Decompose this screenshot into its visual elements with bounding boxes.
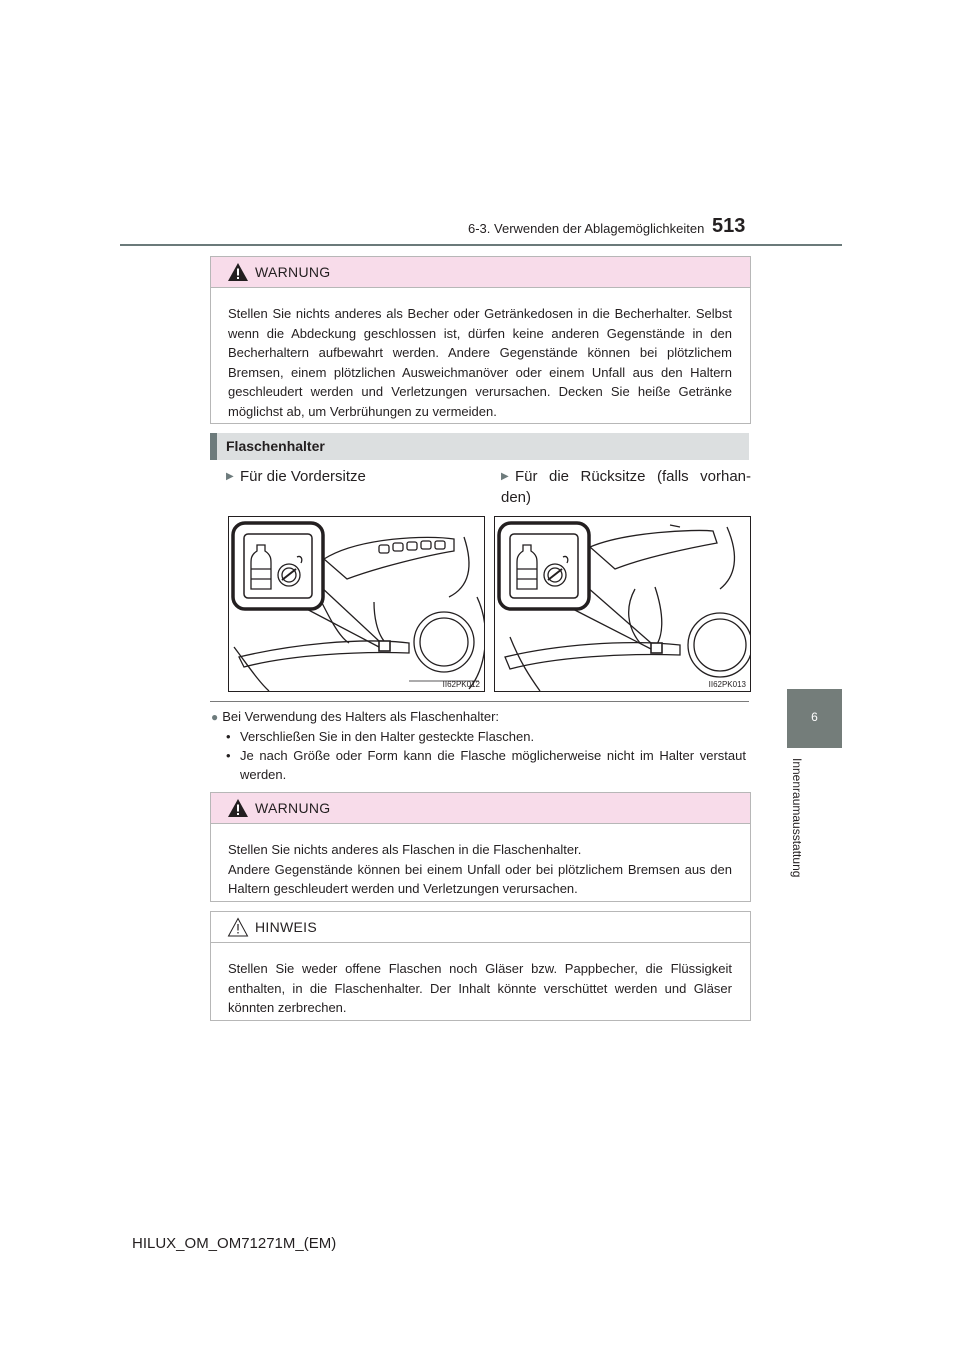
warning-box-bottleholder <box>210 792 751 902</box>
rear-seats-label: ▶ Für die Rücksitze (falls vorhan-den) <box>501 468 751 506</box>
figure-code: II62PK013 <box>708 680 746 689</box>
notice-title: HINWEIS <box>255 919 317 935</box>
section-heading-bar <box>210 433 217 460</box>
triangle-arrow-icon: ▶ <box>501 471 509 482</box>
warning-text: Stellen Sie nichts anderes als Flaschen in die Flaschenhalter. Andere Gegenstände können bei einem Unfall oder bei plötzlichem Bremsen aus den Haltern geschleudert werden und Verletzungen verursachen. <box>228 842 732 896</box>
notice-header <box>211 912 750 943</box>
section-heading <box>210 433 749 460</box>
warning-box-cupholder <box>210 256 751 424</box>
door-bottle-holder-illustration <box>229 517 484 691</box>
figure-rear-door <box>494 516 751 692</box>
header-rule <box>120 244 842 246</box>
list-item: • Verschließen Sie in den Halter gesteckte Flaschen. <box>226 729 535 744</box>
section-heading-text: Flaschenhalter <box>226 438 325 454</box>
usage-intro: ● Bei Verwendung des Halters als Flaschenhalter: <box>211 709 500 724</box>
page-number: 513 <box>712 215 746 237</box>
chapter-label: Innenraumausstattung <box>790 758 804 878</box>
triangle-arrow-icon: ▶ <box>226 471 234 482</box>
figure-front-door <box>228 516 485 692</box>
chapter-number: 6 <box>811 710 818 724</box>
notice-box <box>210 911 751 1021</box>
front-seats-label: ▶ Für die Vordersitze <box>226 468 366 485</box>
document-id: HILUX_OM_OM71271M_(EM) <box>132 1235 337 1252</box>
door-bottle-holder-illustration <box>495 517 750 691</box>
notice-text: Stellen Sie weder offene Flaschen noch Gläser bzw. Pappbecher, die Flüssigkeit enthalten, in die Flaschenhalter. Der Inhalt könnte verschüttet werden und Gläser könnten zerbrechen. <box>228 961 732 1015</box>
warning-title: WARNUNG <box>255 264 331 280</box>
warning-triangle-icon <box>227 262 249 282</box>
caution-triangle-icon <box>227 917 249 937</box>
warning-title: WARNUNG <box>255 800 331 816</box>
warning-header <box>211 793 750 824</box>
bullet-dot-icon: ● <box>211 710 219 724</box>
usage-list <box>226 727 746 784</box>
figure-code: II62PK012 <box>442 680 480 689</box>
section-title: 6-3. Verwenden der Ablagemöglichkeiten <box>468 221 705 236</box>
warning-triangle-icon <box>227 798 249 818</box>
figure-divider <box>210 701 749 702</box>
warning-header <box>211 257 750 288</box>
list-item: • Je nach Größe oder Form kann die Flasche möglicherweise nicht im Halter verstaut werden. <box>226 748 746 782</box>
warning-text: Stellen Sie nichts anderes als Becher oder Getränkedosen in die Becherhalter. Selbst wenn die Abdeckung geschlossen ist, dürfen keine anderen Gegenstände in den Becherhaltern aufbewahrt werden. Andere Gegenstände können bei plötzlichem Bremsen, einem plötzlichen Ausweichmanöver oder einem Unfall aus den Haltern geschleudert werden und Verletzungen verursachen. Decken Sie heiße Getränke möglichst ab, um Verbrühungen zu vermeiden. <box>228 306 732 419</box>
